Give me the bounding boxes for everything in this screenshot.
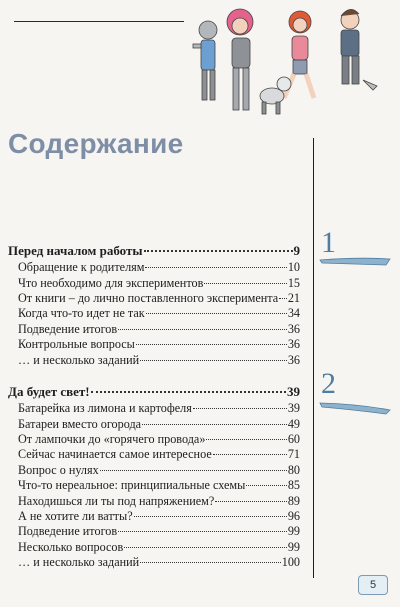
chapter-page: 9	[293, 243, 300, 258]
toc-entry[interactable]	[8, 350, 300, 365]
leader-dots	[204, 270, 286, 283]
chapter-number-2: 2	[321, 367, 336, 400]
chapter-page: 39	[287, 384, 300, 399]
entry-page: 99	[287, 524, 300, 539]
entry-page: 96	[287, 508, 300, 523]
leader-dots	[246, 473, 286, 486]
leader-dots	[193, 396, 287, 409]
entry-page: 34	[287, 306, 300, 321]
vertical-rule	[313, 138, 314, 578]
leader-dots	[145, 255, 286, 268]
entry-label: Подведение итогов	[18, 321, 118, 336]
leader-dots	[213, 442, 287, 455]
page-number-badge	[358, 575, 388, 595]
girl-figure-pink	[227, 9, 253, 110]
entry-page: 10	[287, 260, 300, 275]
leader-dots	[144, 237, 293, 252]
page-number: 5	[369, 579, 377, 591]
leader-dots	[100, 458, 287, 471]
entry-page: 15	[287, 275, 300, 290]
characters-illustration	[188, 0, 400, 130]
top-rule	[14, 21, 184, 22]
leader-dots	[142, 411, 287, 424]
entry-label: Контрольные вопросы	[18, 337, 135, 352]
toc-chapter-2	[8, 381, 300, 568]
entry-label: Что необходимо для экспериментов	[18, 275, 204, 290]
entry-label: Батарейка из лимона и картофеля	[18, 401, 192, 416]
entry-page: 85	[287, 478, 300, 493]
leader-dots	[215, 488, 287, 501]
entry-label: Что-то нереальное: принципиальные схемы	[18, 478, 246, 493]
boy-figure	[341, 9, 377, 90]
chapter-title: Да будет свет!	[8, 384, 90, 399]
entry-label: Сейчас начинается самое интересное	[18, 447, 212, 462]
contents-heading: Содержание	[8, 128, 184, 159]
entry-label: От лампочки до «горячего провода»	[18, 431, 206, 446]
entry-page: 100	[281, 555, 300, 570]
leader-dots	[136, 332, 287, 345]
leader-dots	[206, 427, 286, 440]
entry-page: 99	[287, 539, 300, 554]
entry-label: А не хотите ли ватты?	[18, 508, 133, 523]
entry-page: 89	[287, 493, 300, 508]
entry-label: Батареи вместо огорода	[18, 416, 142, 431]
entry-page: 36	[287, 337, 300, 352]
leader-dots	[134, 504, 287, 517]
entry-page: 80	[287, 462, 300, 477]
leader-dots	[140, 550, 281, 563]
entry-page: 36	[287, 352, 300, 367]
entry-page: 21	[287, 290, 300, 305]
entry-page: 71	[287, 447, 300, 462]
entry-page: 36	[287, 321, 300, 336]
leader-dots	[140, 347, 287, 360]
leader-dots	[91, 378, 286, 393]
entry-page: 39	[287, 401, 300, 416]
entry-label: Подведение итогов	[18, 524, 118, 539]
chapter-marker-stroke-2	[318, 398, 392, 416]
entry-label: Вопрос о нулях	[18, 462, 99, 477]
leader-dots	[118, 519, 287, 532]
chapter-marker-stroke-1	[318, 254, 392, 268]
leader-dots	[146, 301, 287, 314]
entry-label: Находишься ли ты под напряжением?	[18, 493, 215, 508]
toc-chapter-1	[8, 240, 300, 366]
toc-entry[interactable]	[8, 273, 300, 288]
leader-dots	[118, 317, 287, 330]
entry-label: Обращение к родителям	[18, 260, 145, 275]
chapter-title: Перед началом работы	[8, 243, 143, 258]
entry-label: … и несколько заданий	[18, 352, 140, 367]
entry-label: Несколько вопросов	[18, 539, 124, 554]
leader-dots	[279, 286, 287, 299]
robot-figure-left	[193, 21, 217, 100]
entry-page: 60	[287, 431, 300, 446]
chapter-number-1: 1	[321, 226, 336, 259]
entry-label: Когда что-то идет не так	[18, 306, 145, 321]
entry-label: … и несколько заданий	[18, 555, 140, 570]
entry-label: От книги – до лично поставленного эксперимента	[18, 290, 279, 305]
toc-entry[interactable]	[8, 553, 300, 568]
leader-dots	[124, 535, 287, 548]
entry-page: 49	[287, 416, 300, 431]
